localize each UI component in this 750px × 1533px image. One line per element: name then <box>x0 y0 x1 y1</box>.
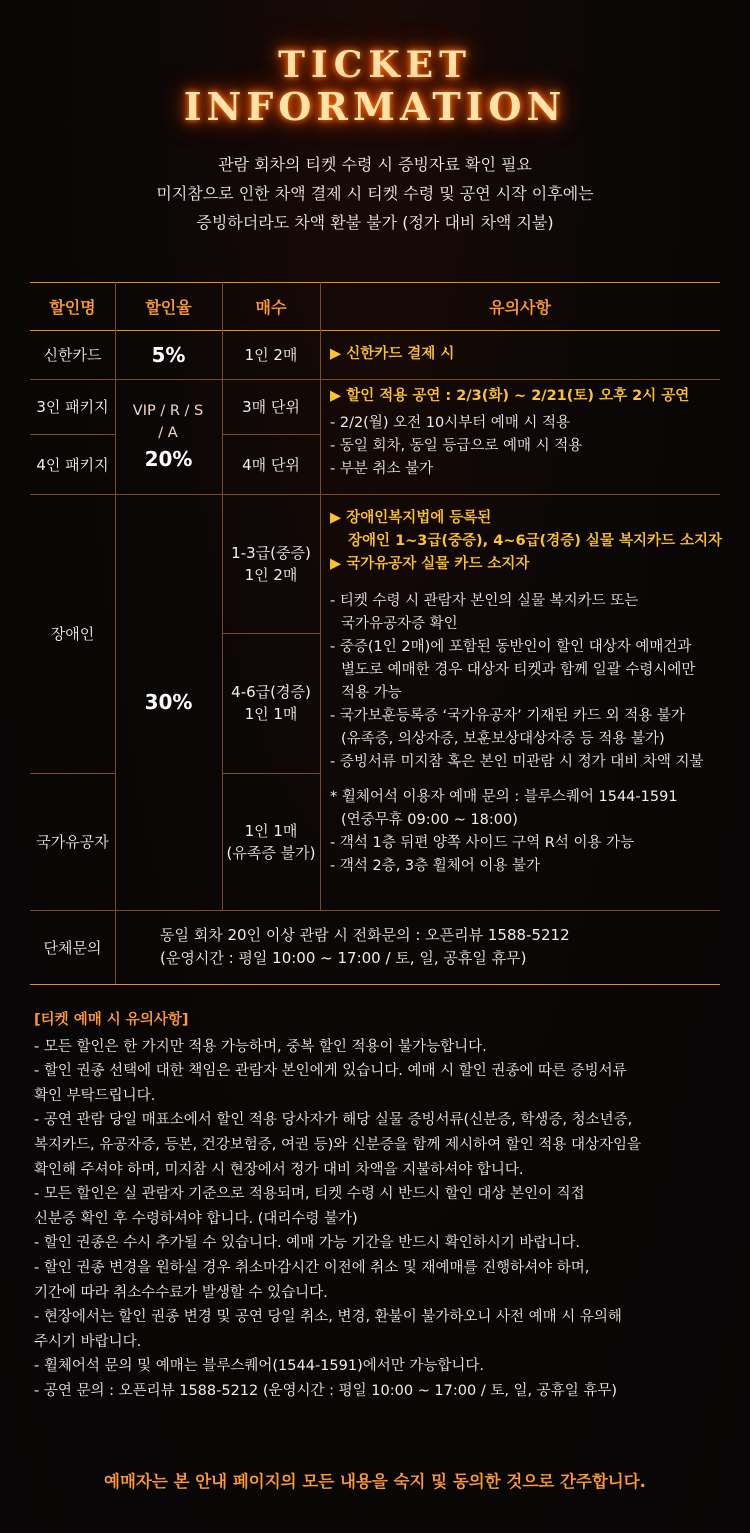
group-note: 동일 회차 20인 이상 관람 시 전화문의 : 오픈리뷰 1588-5212 <box>160 926 570 944</box>
caution-line: - 모든 할인은 실 관람자 기준으로 적용되며, 티켓 수령 시 반드시 할인 대상 본인이 직접 <box>34 1186 585 1203</box>
caution-line: 기간에 따라 취소수수료가 발생할 수 있습니다. <box>34 1284 328 1301</box>
wheelchair-note: - 객석 2층, 3층 휠체어 이용 불가 <box>330 858 541 874</box>
caution-line: 확인해 주셔야 하며, 미지참 시 현장에서 정가 대비 차액을 지불하셔야 합니다. <box>34 1161 524 1178</box>
package4-qty: 4매 단위 <box>242 455 300 474</box>
disabled-rate: 30% <box>144 690 193 714</box>
booking-cautions <box>34 1008 724 1404</box>
group-note: (운영시간 : 평일 10:00 ~ 17:00 / 토, 일, 공휴일 휴무) <box>160 949 527 967</box>
intro-line: 미지참으로 인한 차액 결제 시 티켓 수령 및 공연 시작 이후에는 <box>156 184 594 203</box>
caution-line: - 모든 할인은 한 가지만 적용 가능하며, 중복 할인 적용이 불가능합니다. <box>34 1038 487 1055</box>
disabled-note: 별도로 예매한 경우 대상자 티켓과 함께 일괄 수령시에만 <box>341 662 696 678</box>
shinhan-note-text: ▶ 신한카드 결제 시 <box>330 346 455 362</box>
shinhan-qty: 1인 2매 <box>244 346 298 364</box>
shinhan-name: 신한카드 <box>43 346 102 364</box>
package3-name: 3인 패키지 <box>36 398 109 416</box>
wheelchair-note: (연중무휴 09:00 ~ 18:00) <box>341 812 518 828</box>
package-notes <box>330 385 689 481</box>
col-divider <box>320 282 321 910</box>
caution-line: - 공연 문의 : 오픈리뷰 1588-5212 (운영시간 : 평일 10:00 ~ 17:00 / 토, 일, 공휴일 휴무) <box>34 1382 618 1399</box>
disabled-note-head: ▶ 국가유공자 실물 카드 소지자 <box>330 556 530 572</box>
header-qty: 매수 <box>255 297 287 317</box>
title-information: INFORMATION <box>183 84 567 129</box>
caution-line: - 공연 관람 당일 매표소에서 할인 적용 당사자가 해당 실물 증빙서류(신분증, 학생증, 청소년증, <box>34 1112 633 1129</box>
table-border <box>30 984 720 985</box>
disabled-note-head: ▶ 장애인복지법에 등록된 <box>330 510 492 526</box>
shinhan-rate: 5% <box>151 342 186 367</box>
caution-line: 확인 부탁드립니다. <box>34 1087 156 1104</box>
row-divider <box>30 379 720 380</box>
header-name: 할인명 <box>49 297 96 317</box>
package-note-head: ▶ 할인 적용 공연 : 2/3(화) ~ 2/21(토) 오후 2시 공연 <box>330 388 690 404</box>
disabled-note: - 국가보훈등록증 ‘국가유공자’ 기재된 카드 외 적용 불가 <box>330 708 685 724</box>
caution-line: 주시기 바랍니다. <box>34 1333 142 1350</box>
caution-line: 복지카드, 유공자증, 등본, 건강보험증, 여권 등)와 신분증을 함께 제시하여 할인 적용 대상자임을 <box>34 1136 642 1153</box>
disabled-mild-qty <box>222 633 320 773</box>
package-note: - 부분 취소 불가 <box>330 461 434 477</box>
disabled-note-head: 장애인 1~3급(중증), 4~6급(경증) 실물 복지카드 소지자 <box>348 533 723 549</box>
package-note: - 동일 회차, 동일 등급으로 예매 시 적용 <box>330 438 583 454</box>
caution-line: - 할인 권종은 수시 추가될 수 있습니다. 예매 가능 기간을 반드시 확인하시기 바랍니다. <box>34 1235 580 1252</box>
row-divider <box>30 910 720 911</box>
header-notes: 유의사항 <box>489 297 551 317</box>
package-note: - 2/2(월) 오전 10시부터 예매 시 적용 <box>330 415 571 431</box>
intro-line: 관람 회차의 티켓 수령 시 증빙자료 확인 필요 <box>218 155 532 174</box>
caution-line: - 휠체어석 문의 및 예매는 블루스퀘어(1544-1591)에서만 가능합니다. <box>34 1358 485 1375</box>
cautions-heading: [티켓 예매 시 유의사항] <box>34 1012 189 1028</box>
wheelchair-note: - 객석 1층 뒤편 양쪽 사이드 구역 R석 이용 가능 <box>330 835 635 851</box>
disabled-severe-qty <box>222 494 320 633</box>
disabled-note: - 증빙서류 미지참 혹은 본인 미관람 시 정가 대비 차액 지불 <box>330 754 704 770</box>
group-notes <box>160 924 570 970</box>
title-ticket: TICKET <box>278 44 472 86</box>
mild-count: 1인 1매 <box>244 705 298 723</box>
disabled-note: - 티켓 수령 시 관람자 본인의 실물 복지카드 또는 <box>330 593 639 609</box>
mild-grade: 4-6급(경증) <box>231 683 311 701</box>
disabled-note: 국가유공자증 확인 <box>341 616 458 632</box>
shinhan-note <box>330 343 454 366</box>
disabled-note: (유족증, 의상자증, 보훈보상대상자증 등 적용 불가) <box>341 731 665 747</box>
disabled-name: 장애인 <box>50 625 95 643</box>
package3-qty: 3매 단위 <box>242 398 300 416</box>
wheelchair-note: * 휠체어석 이용자 예매 문의 : 블루스퀘어 1544-1591 <box>330 789 678 805</box>
severe-count: 1인 2매 <box>244 565 298 584</box>
group-name: 단체문의 <box>43 938 102 957</box>
package-grades: VIP / R / S / A <box>132 403 204 441</box>
disabled-note: 적용 가능 <box>341 685 402 701</box>
veteran-name: 국가유공자 <box>36 833 109 851</box>
veteran-count: 1인 1매 <box>244 821 298 840</box>
package4-name: 4인 패키지 <box>36 455 109 474</box>
discount-table <box>30 282 723 985</box>
header-rate: 할인율 <box>145 297 192 317</box>
package-rate: 20% <box>144 447 193 471</box>
agreement-footer: 예매자는 본 안내 페이지의 모든 내용을 숙지 및 동의한 것으로 간주합니다. <box>104 1472 646 1491</box>
caution-line: 신분증 확인 후 수령하셔야 합니다. (대리수령 불가) <box>34 1210 358 1227</box>
disabled-notes <box>330 507 722 878</box>
veteran-count-note: (유족증 불가) <box>226 843 316 862</box>
caution-line: - 할인 권종 선택에 대한 책임은 관람자 본인에게 있습니다. 예매 시 할인 권종에 따른 증빙서류 <box>34 1063 627 1080</box>
caution-line: - 할인 권종 변경을 원하실 경우 취소마감시간 이전에 취소 및 재예매를 진행하셔야 하며, <box>34 1259 590 1276</box>
veteran-qty <box>222 773 320 910</box>
intro-line: 증빙하더라도 차액 환불 불가 (정가 대비 차액 지불) <box>196 213 554 232</box>
caution-line: - 현장에서는 할인 권종 변경 및 공연 당일 취소, 변경, 환불이 불가하오니 사전 예매 시 유의해 <box>34 1309 622 1326</box>
severe-grade: 1-3급(중증) <box>231 543 311 562</box>
disabled-note: - 중증(1인 2매)에 포함된 동반인이 할인 대상자 예매건과 <box>330 639 692 655</box>
intro-text <box>0 150 750 237</box>
